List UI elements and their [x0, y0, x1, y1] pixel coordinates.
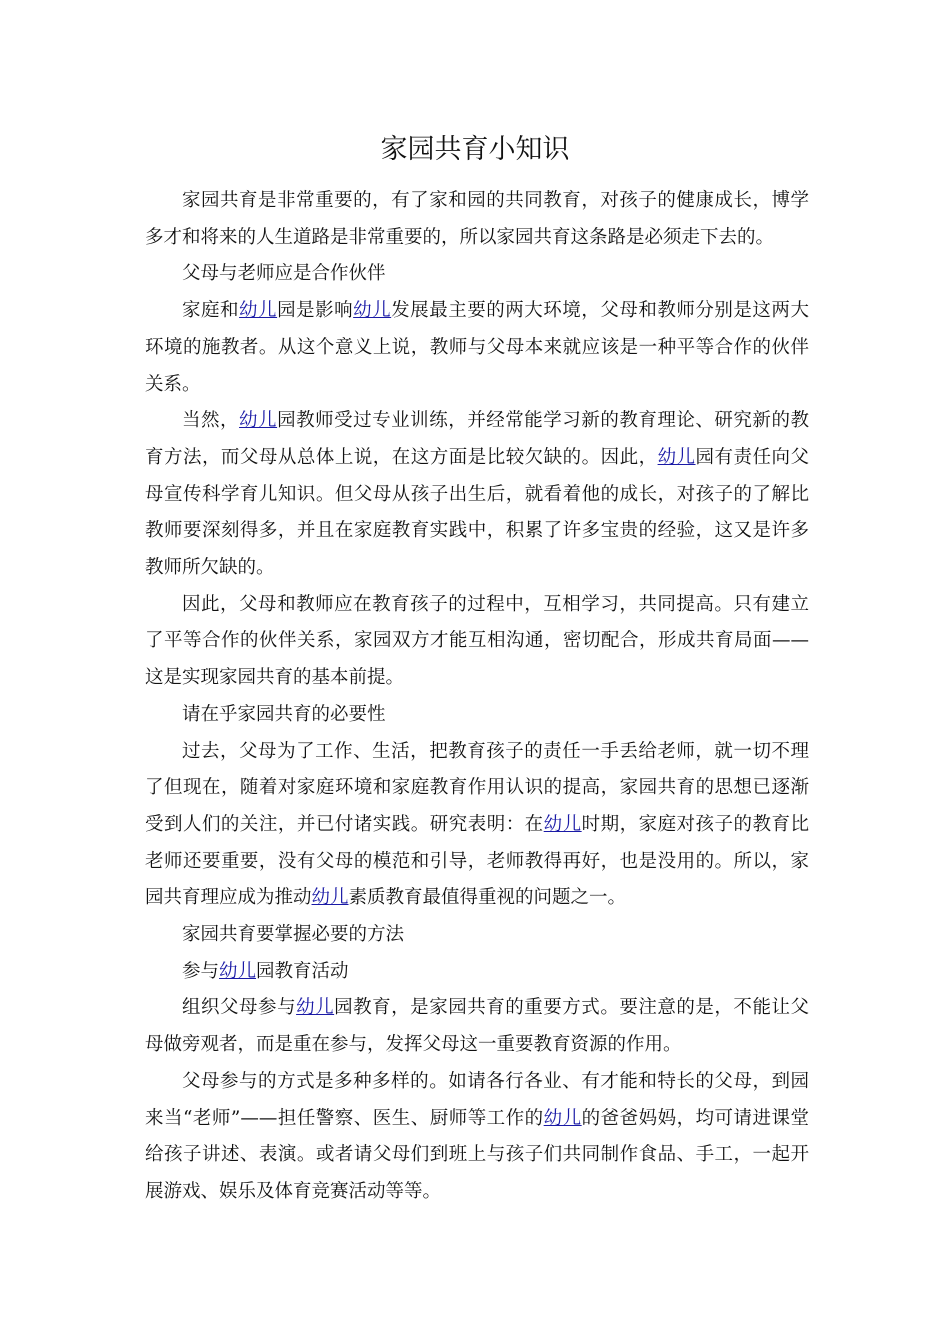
paragraph-text: 园有责任向父母宣传科学育儿知识。但父母从孩子出生后，就看着他的成长，对孩子的了解比教师要深刻得多，并且在家庭教育实践中，积累了许多宝贵的经验，这又是许多教师所欠缺的。 — [145, 446, 809, 579]
paragraph — [145, 256, 809, 293]
paragraph-text: 园教育活动 — [256, 960, 349, 982]
paragraph — [145, 734, 809, 918]
document-body — [145, 183, 809, 1211]
hyperlink-youer[interactable]: 幼儿 — [657, 446, 696, 468]
paragraph — [145, 990, 809, 1063]
hyperlink-youer[interactable]: 幼儿 — [353, 300, 392, 322]
hyperlink-youer[interactable]: 幼儿 — [296, 997, 335, 1019]
hyperlink-youer[interactable]: 幼儿 — [311, 887, 349, 909]
paragraph-text: 参与 — [182, 960, 220, 982]
paragraph-text: 组织父母参与 — [182, 997, 297, 1019]
paragraph-text: 园教育，是家园共育的重要方式。要注意的是，不能让父母做旁观者，而是重在参与，发挥父母这一重要教育资源的作用。 — [145, 997, 809, 1056]
hyperlink-youer[interactable]: 幼儿 — [239, 300, 278, 322]
paragraph-text: 园教师受过专业训练，并经常能学习新的教育理论、研究新的教育方法，而父母从总体上说，在这方面是比较欠缺的。因此， — [145, 410, 809, 468]
paragraph — [145, 917, 809, 954]
paragraph-text: 发展最主要的两大环境，父母和教师分别是这两大环境的施教者。从这个意义上说，教师与父母本来就应该是一种平等合作的伙伴关系。 — [145, 300, 809, 395]
paragraph-text: 家园共育是非常重要的，有了家和园的共同教育，对孩子的健康成长，博学多才和将来的人生道路是非常重要的，所以家园共育这条路是必须走下去的。 — [145, 190, 809, 248]
paragraph — [145, 403, 809, 587]
hyperlink-youer[interactable]: 幼儿 — [239, 410, 278, 432]
paragraph — [145, 183, 809, 256]
hyperlink-youer[interactable]: 幼儿 — [543, 1107, 582, 1129]
paragraph-text: 园是影响 — [277, 300, 354, 322]
paragraph-text: 的爸爸妈妈，均可请进课堂给孩子讲述、表演。或者请父母们到班上与孩子们共同制作食品、手工，一起开展游戏、娱乐及体育竞赛活动等等。 — [145, 1107, 809, 1202]
paragraph-text: 时期，家庭对孩子的教育比老师还要重要，没有父母的模范和引导，老师教得再好，也是没用的。所以，家园共育理应成为推动 — [145, 813, 809, 909]
paragraph-text: 家园共育要掌握必要的方法 — [182, 924, 405, 946]
paragraph-text: 家庭和 — [182, 300, 240, 322]
hyperlink-youer[interactable]: 幼儿 — [219, 960, 257, 982]
paragraph-text: 父母与老师应是合作伙伴 — [182, 263, 386, 285]
hyperlink-youer[interactable]: 幼儿 — [543, 813, 582, 835]
document-title: 家园共育小知识 — [380, 134, 570, 165]
paragraph-text: 因此，父母和教师应在教育孩子的过程中，互相学习，共同提高。只有建立了平等合作的伙伴关系，家园双方才能互相沟通，密切配合，形成共育局面——这是实现家园共育的基本前提。 — [145, 593, 809, 689]
paragraph — [145, 293, 809, 403]
paragraph-text: 过去，父母为了工作、生活，把教育孩子的责任一手丢给老师，就一切不理了但现在，随着对家庭环境和家庭教育作用认识的提高，家园共育的思想已逐渐受到人们的关注，并已付诸实践。研究表明：在 — [145, 740, 809, 835]
paragraph-text: 当然， — [182, 410, 240, 432]
paragraph — [145, 697, 809, 734]
paragraph — [145, 954, 809, 991]
paragraph-text: 请在乎家园共育的必要性 — [182, 703, 386, 725]
paragraph — [145, 587, 809, 697]
paragraph-text: 素质教育最值得重视的问题之一。 — [348, 887, 627, 909]
paragraph — [145, 1064, 809, 1211]
paragraph-text: 父母参与的方式是多种多样的。如请各行各业、有才能和特长的父母，到园来当“老师”——担任警察、医生、厨师等工作的 — [145, 1070, 809, 1129]
